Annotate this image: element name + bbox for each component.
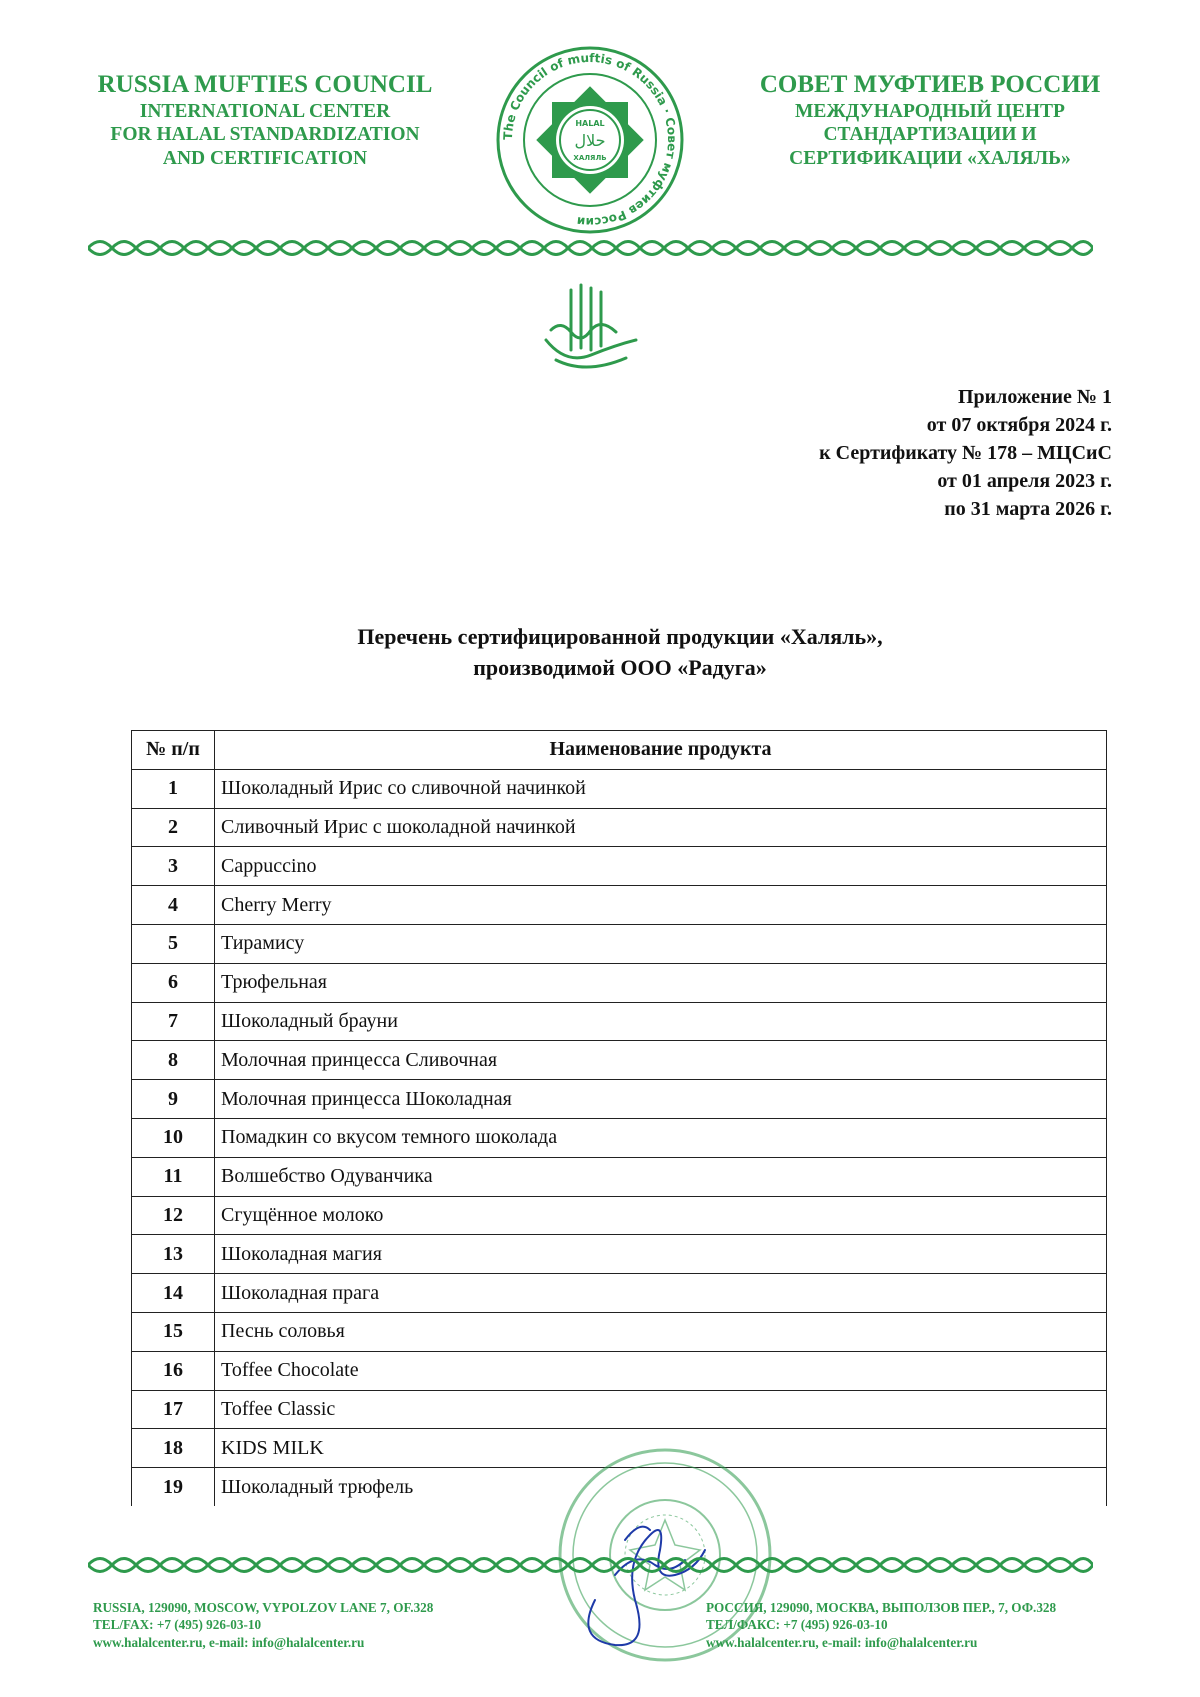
certificate-number: к Сертификату № 178 – МЦСиС [819, 442, 1112, 464]
certificate-start-date: от 01 апреля 2023 г. [937, 470, 1112, 492]
table-header-row [132, 731, 1107, 770]
halal-emblem-logo [490, 40, 690, 240]
product-table [131, 730, 1107, 1506]
certificate-end-date: по 31 марта 2026 г. [944, 498, 1112, 520]
row-number: 16 [132, 1351, 215, 1390]
row-number: 5 [132, 924, 215, 963]
table-row [132, 1274, 1107, 1313]
product-name: Волшебство Одуванчика [215, 1157, 1107, 1196]
product-name: Трюфельная [215, 963, 1107, 1002]
product-name: Сгущённое молоко [215, 1196, 1107, 1235]
footer-address-line: RUSSIA, 129090, MOSCOW, VYPOLZOV LANE 7, OF.328 [93, 1600, 434, 1615]
product-name: Тирамису [215, 924, 1107, 963]
table-row [132, 769, 1107, 808]
table-row [132, 1196, 1107, 1235]
title-line-1: Перечень сертифицированной продукции «Халяль», [357, 624, 883, 649]
org-subtitle-ru-2: СТАНДАРТИЗАЦИИ И [823, 124, 1037, 146]
emblem-halal-ru: ХАЛЯЛЬ [573, 154, 607, 162]
product-name: Помадкин со вкусом темного шоколада [215, 1118, 1107, 1157]
table-row [132, 1041, 1107, 1080]
appendix-info [819, 383, 1112, 523]
bismillah-calligraphy [536, 270, 646, 380]
table-row [132, 1080, 1107, 1119]
column-header-product-name: Наименование продукта [215, 731, 1107, 770]
row-number: 13 [132, 1235, 215, 1274]
footer-phone-line: TEL/FAX: +7 (495) 926-03-10 [93, 1617, 262, 1633]
org-subtitle-en-2: FOR HALAL STANDARDIZATION [110, 124, 420, 146]
emblem-halal-en: HALAL [575, 119, 605, 128]
product-name: Молочная принцесса Сливочная [215, 1041, 1107, 1080]
row-number: 11 [132, 1157, 215, 1196]
row-number: 3 [132, 847, 215, 886]
table-row [132, 1002, 1107, 1041]
title-line-2: производимой ООО «Радуга» [473, 654, 767, 680]
product-name: Cherry Merry [215, 886, 1107, 925]
product-name: Шоколадный трюфель [215, 1468, 1107, 1506]
row-number: 19 [132, 1468, 215, 1506]
table-row [132, 808, 1107, 847]
org-name-ru: СОВЕТ МУФТИЕВ РОССИИ [759, 71, 1101, 98]
product-name: Шоколадная магия [215, 1235, 1107, 1274]
product-name: KIDS MILK [215, 1429, 1107, 1468]
product-name: Шоколадная прага [215, 1274, 1107, 1313]
column-header-number: № п/п [132, 731, 215, 770]
table-row [132, 1235, 1107, 1274]
row-number: 2 [132, 808, 215, 847]
org-subtitle-ru-1: МЕЖДУНАРОДНЫЙ ЦЕНТР [795, 101, 1065, 122]
row-number: 15 [132, 1312, 215, 1351]
row-number: 10 [132, 1118, 215, 1157]
table-row [132, 924, 1107, 963]
table-row [132, 1118, 1107, 1157]
product-name: Шоколадный Ирис со сливочной начинкой [215, 769, 1107, 808]
product-name: Сливочный Ирис с шоколадной начинкой [215, 808, 1107, 847]
bottom-ornament-border [88, 1552, 1093, 1578]
footer-phone-line: ТЕЛ/ФАКС: +7 (495) 926-03-10 [706, 1617, 888, 1633]
footer-address-en [93, 1599, 433, 1651]
row-number: 4 [132, 886, 215, 925]
product-name: Cappuccino [215, 847, 1107, 886]
table-row [132, 847, 1107, 886]
emblem-halal-arabic: حلال [574, 131, 606, 150]
table-row [132, 1312, 1107, 1351]
row-number: 6 [132, 963, 215, 1002]
table-row [132, 963, 1107, 1002]
row-number: 12 [132, 1196, 215, 1235]
table-row [132, 1351, 1107, 1390]
emblem-ring-text: The Council of muftis of Russia · Совет муфтиев России [500, 50, 680, 230]
header-right-block [715, 70, 1145, 170]
document-title [0, 622, 1200, 684]
appendix-date: от 07 октября 2024 г. [926, 414, 1112, 436]
row-number: 18 [132, 1429, 215, 1468]
row-number: 1 [132, 769, 215, 808]
appendix-number: Приложение № 1 [957, 386, 1112, 408]
org-subtitle-en-1: INTERNATIONAL CENTER [139, 101, 391, 122]
row-number: 8 [132, 1041, 215, 1080]
footer-web-email-line: www.halalcenter.ru, e-mail: info@halalcenter.ru [93, 1634, 365, 1650]
footer-web-email-line: www.halalcenter.ru, e-mail: info@halalcenter.ru [706, 1634, 978, 1650]
header-left-block [60, 70, 470, 170]
product-name: Toffee Classic [215, 1390, 1107, 1429]
table-row [132, 1157, 1107, 1196]
product-name: Молочная принцесса Шоколадная [215, 1080, 1107, 1119]
footer-address-ru [706, 1599, 1056, 1651]
footer-address-line: РОССИЯ, 129090, МОСКВА, ВЫПОЛЗОВ ПЕР., 7, ОФ.328 [706, 1600, 1057, 1615]
org-name-en: RUSSIA MUFTIES COUNCIL [97, 71, 433, 98]
product-name: Песнь соловья [215, 1312, 1107, 1351]
table-row [132, 886, 1107, 925]
row-number: 9 [132, 1080, 215, 1119]
org-subtitle-en-3: AND CERTIFICATION [162, 147, 368, 169]
product-name: Toffee Chocolate [215, 1351, 1107, 1390]
row-number: 14 [132, 1274, 215, 1313]
product-name: Шоколадный брауни [215, 1002, 1107, 1041]
org-subtitle-ru-3: СЕРТИФИКАЦИИ «ХАЛЯЛЬ» [789, 147, 1071, 169]
table-row [132, 1390, 1107, 1429]
top-ornament-border [88, 235, 1093, 261]
row-number: 17 [132, 1390, 215, 1429]
row-number: 7 [132, 1002, 215, 1041]
